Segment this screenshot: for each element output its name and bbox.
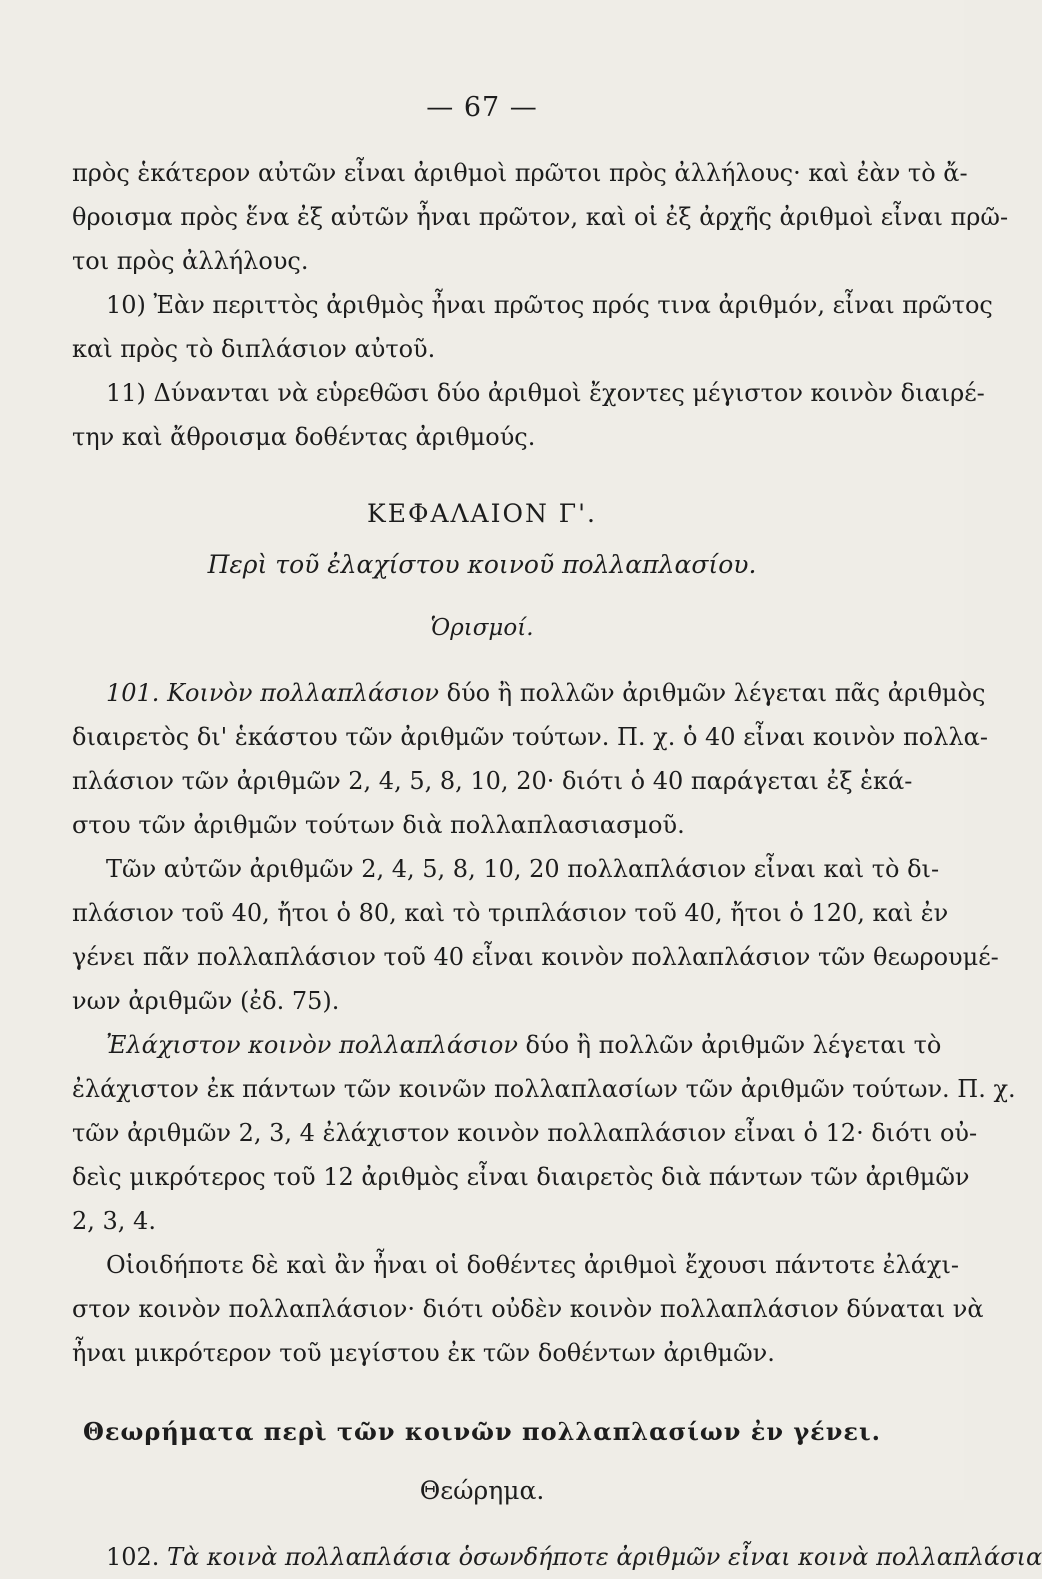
text-line: πρὸς ἑκάτερον αὐτῶν εἶναι ἀριθμοὶ πρῶτοι πρὸς ἀλλήλους· καὶ ἐὰν τὸ ἄ- [72,159,968,187]
text-line [72,1023,942,1067]
text-line: την καὶ ἄθροισμα δοθέντας ἀριθμούς. [72,423,536,451]
section-title: Ὁρισμοί. [430,615,534,641]
paragraph-101 [72,671,988,847]
text-line: στον κοινὸν πολλαπλάσιον· διότι οὐδὲν κοινὸν πολλαπλάσιον δύναται νὰ [72,1295,984,1323]
text-line: δεὶς μικρότερος τοῦ 12 ἀριθμὸς εἶναι διαιρετὸς διὰ πάντων τῶν ἀριθμῶν [72,1163,970,1191]
text-fragment: δύο ἢ πολλῶν ἀριθμῶν λέγεται τὸ [517,1031,942,1059]
paragraph-any-numbers [72,1243,984,1375]
text-line: 2, 3, 4. [72,1207,156,1235]
text-line: νων ἀριθμῶν (ἐδ. 75). [72,987,340,1015]
text-fragment: δύο ἢ πολλῶν ἀριθμῶν λέγεται πᾶς ἀριθμὸς [439,679,986,707]
chapter-title: ΚΕΦΑΛΑΙΟΝ Γ'. [367,499,597,528]
text-line: τῶν ἀριθμῶν 2, 3, 4 ἐλάχιστον κοινὸν πολλαπλάσιον εἶναι ὁ 12· διότι οὐ- [72,1119,978,1147]
text-line: ἦναι μικρότερον τοῦ μεγίστου ἐκ τῶν δοθέντων ἀριθμῶν. [72,1339,775,1367]
defined-term: 101. Κοινὸν πολλαπλάσιον [106,679,439,707]
item-10 [72,283,993,371]
text-line: Τῶν αὐτῶν ἀριθμῶν 2, 4, 5, 8, 10, 20 πολλαπλάσιον εἶναι καὶ τὸ δι- [106,855,940,883]
paragraph-least-common-multiple [72,1023,1016,1243]
text-line: θροισμα πρὸς ἕνα ἐξ αὐτῶν ἦναι πρῶτον, καὶ οἱ ἐξ ἀρχῆς ἀριθμοὶ εἶναι πρῶ- [72,203,1009,231]
text-line: στου τῶν ἀριθμῶν τούτων διὰ πολλαπλασιασμοῦ. [72,811,685,839]
text-line: ἐλάχιστον ἐκ πάντων τῶν κοινῶν πολλαπλασίων τῶν ἀριθμῶν τούτων. Π. χ. [72,1075,1016,1103]
text-line: διαιρετὸς δι' ἑκάστου τῶν ἀριθμῶν τούτων. Π. χ. ὁ 40 εἶναι κοινὸν πολλα- [72,723,988,751]
text-line: καὶ πρὸς τὸ διπλάσιον αὐτοῦ. [72,335,436,363]
intro-paragraph [72,151,1009,283]
theorems-heading: Θεωρήματα περὶ τῶν κοινῶν πολλαπλασίων ἐν γένει. [83,1417,881,1446]
text-line: γένει πᾶν πολλαπλάσιον τοῦ 40 εἶναι κοινὸν πολλαπλάσιον τῶν θεωρουμέ- [72,943,999,971]
chapter-subtitle: Περὶ τοῦ ἐλαχίστου κοινοῦ πολλαπλασίου. [207,550,757,579]
defined-term: Ἐλάχιστον κοινὸν πολλαπλάσιον [106,1031,518,1059]
paragraph-same-numbers [72,847,999,1023]
text-line: 11) Δύνανται νὰ εὑρεθῶσι δύο ἀριθμοὶ ἔχοντες μέγιστον κοινὸν διαιρέ- [106,379,985,407]
text-line: πλάσιον τοῦ 40, ἤτοι ὁ 80, καὶ τὸ τριπλάσιον τοῦ 40, ἤτοι ὁ 120, καὶ ἐν [72,899,949,927]
item-11 [72,371,985,459]
text-line: 10) Ἐὰν περιττὸς ἀριθμὸς ἦναι πρῶτος πρός τινα ἀριθμόν, εἶναι πρῶτος [106,291,993,319]
paragraph-102 [72,1535,1042,1579]
theorem-statement: Τὰ κοινὰ πολλαπλάσια ὁσωνδήποτε ἀριθμῶν εἶναι κοινὰ πολλαπλάσια [159,1543,1042,1571]
paragraph-number: 102. [106,1543,160,1571]
theorem-title: Θεώρημα. [419,1476,545,1505]
text-line [72,671,986,715]
text-line: πλάσιον τῶν ἀριθμῶν 2, 4, 5, 8, 10, 20· διότι ὁ 40 παράγεται ἐξ ἑκά- [72,767,913,795]
text-line: τοι πρὸς ἀλλήλους. [72,247,309,275]
page-number: — 67 — [426,92,538,123]
text-line: Οἱοιδήποτε δὲ καὶ ἂν ἦναι οἱ δοθέντες ἀριθμοὶ ἔχουσι πάντοτε ἐλάχι- [106,1251,959,1279]
